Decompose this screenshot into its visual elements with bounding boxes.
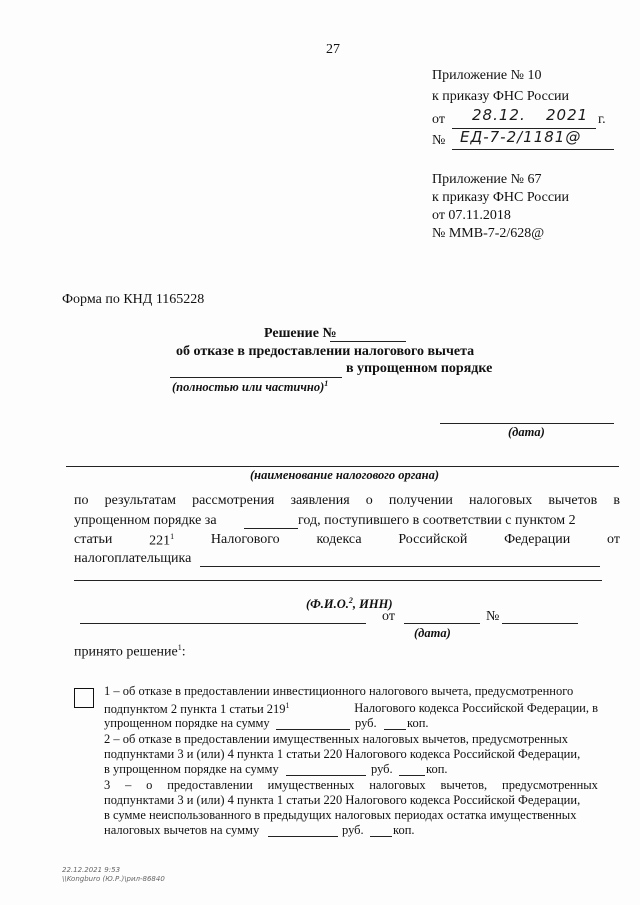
option-3-line-3: в сумме неиспользованного в предыдущих налоговых периодах остатка имущественных (104, 808, 577, 822)
body-line-1: по результатам рассмотрения заявления о получении налоговых вычетов в (74, 493, 620, 508)
footer-path: \\Kongburo (Ю.Р.)\рил-86840 (62, 875, 165, 883)
appendix-10-number-underline (452, 149, 614, 150)
option-3-kop-line (370, 836, 392, 837)
year-line (244, 528, 298, 529)
option-3-kop: коп. (393, 823, 415, 837)
body-line-4: налогоплательщика (74, 551, 192, 566)
appendix-10-number-value: ЕД-7-2/1181@ (460, 128, 582, 146)
appendix-67-order: к приказу ФНС России (432, 190, 570, 205)
appendix-10-number-prefix: № (432, 133, 446, 148)
footer-timestamp: 22.12.2021 9:53 (62, 866, 121, 874)
option-2-rub: руб. (371, 762, 393, 776)
option-3-line-1: 3 – о предоставлении имущественных налоговых вычетов, предусмотренных (104, 778, 598, 792)
appendix-10-date-year: 2021 (546, 106, 589, 124)
option-1-rub: руб. (355, 716, 377, 730)
option-2-kop: коп. (426, 762, 448, 776)
taxpayer-line-1 (200, 566, 600, 567)
decision-subject: об отказе в предоставлении налогового вычета (176, 344, 475, 359)
decision-date-hint: (дата) (508, 425, 545, 439)
fio-line (80, 623, 366, 624)
option-2-line-3-label: в упрощенном порядке на сумму (104, 762, 279, 776)
appendix-67-number: № ММВ-7-2/628@ (432, 226, 545, 241)
appendix-67-date: от 07.11.2018 (432, 208, 511, 223)
appendix-10-order: к приказу ФНС России (432, 89, 570, 104)
option-1-kop: коп. (407, 716, 429, 730)
decision-mode: в упрощенном порядке (346, 361, 493, 376)
appendix-10-title: Приложение № 10 (432, 68, 542, 83)
appendix-10-date-day: 28.12. (472, 106, 526, 124)
option-2-sum-line (286, 775, 366, 776)
option-1-line-3-label: упрощенном порядке на сумму (104, 716, 270, 730)
application-number-line (502, 623, 578, 624)
decision-heading: Решение № (264, 326, 337, 341)
option-2-line-1: 2 – об отказе в предоставлении имущественных налоговых вычетов, предусмотренных (104, 732, 568, 746)
tax-authority-hint: (наименование налогового органа) (250, 468, 440, 482)
appendix-67-title: Приложение № 67 (432, 172, 542, 187)
application-date-line (404, 623, 480, 624)
option-3-rub: руб. (342, 823, 364, 837)
application-number-label: № (486, 609, 500, 624)
option-3-line-2: подпунктами 3 и (или) 4 пункта 1 статьи 220 Налогового кодекса Российской Федерации, (104, 793, 581, 807)
application-date-hint: (дата) (414, 626, 451, 640)
option-3-sum-line (268, 836, 338, 837)
form-code: Форма по КНД 1165228 (62, 292, 205, 307)
option-3-line-4-label: налоговых вычетов на сумму (104, 823, 260, 837)
fio-hint: (Ф.И.О.$^2$, ИНН) (306, 596, 393, 612)
body-line-2b: год, поступившего в соответствии с пунктом 2 (298, 513, 576, 528)
decision-made: принято решение$^1$: (74, 643, 186, 660)
body-line-3: статьи $221^1$ Налогового кодекса Российской Федерации от (74, 532, 620, 549)
option-2-line-2: подпунктами 3 и (или) 4 пункта 1 статьи 220 Налогового кодекса Российской Федерации, (104, 747, 581, 761)
decision-number-line (330, 341, 406, 342)
option-1-kop-line (384, 729, 406, 730)
option-2-kop-line (399, 775, 425, 776)
body-line-2a: упрощенном порядке за (74, 513, 217, 528)
from-label: от (382, 609, 395, 624)
decision-checkbox[interactable] (74, 688, 94, 708)
taxpayer-line-2 (74, 580, 602, 581)
option-1-sum-line (276, 729, 350, 730)
full-partial-hint: (полностью или частично)$^1$ (172, 379, 329, 395)
full-partial-line (170, 377, 342, 378)
tax-authority-line (66, 466, 619, 467)
appendix-10-date-suffix: г. (598, 112, 606, 127)
decision-date-line (440, 423, 614, 424)
option-1-line-1: 1 – об отказе в предоставлении инвестиционного налогового вычета, предусмотренного (104, 684, 574, 698)
page-number: 27 (326, 42, 340, 57)
option-1-line-2: подпунктом 2 пункта 1 статьи $219^1$ Налогового кодекса Российской Федерации, в (104, 701, 598, 717)
appendix-10-date-prefix: от (432, 112, 445, 127)
